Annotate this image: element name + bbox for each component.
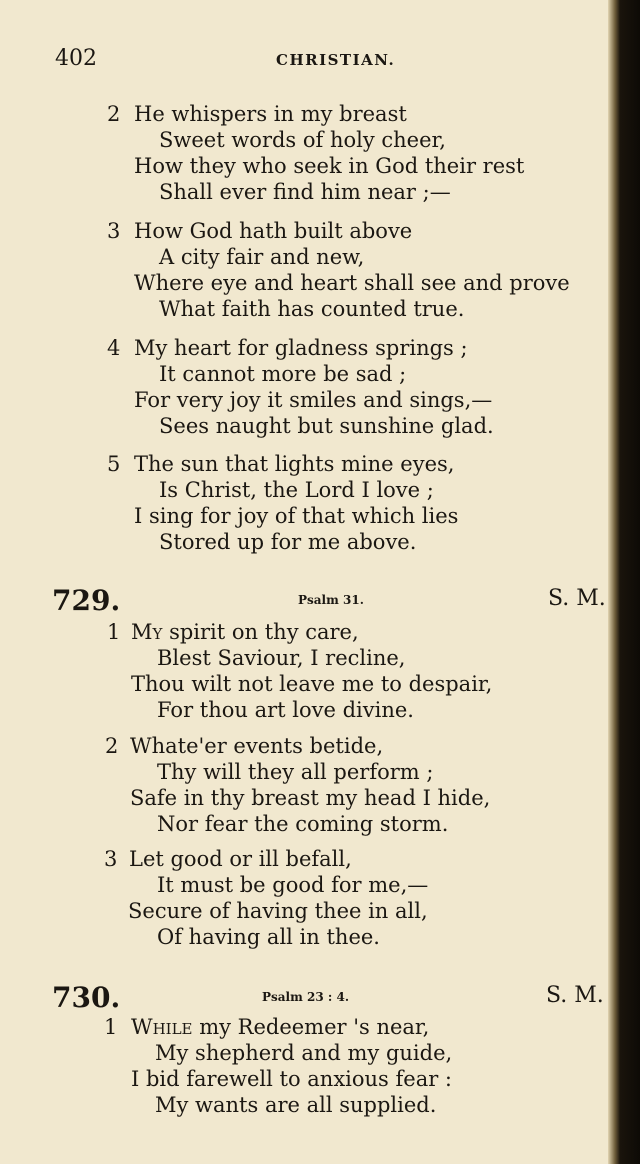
verse-line: Stored up for me above. (159, 530, 417, 554)
verse-line: For very joy it smiles and sings,— (134, 388, 493, 412)
first-word-small-caps: While (131, 1015, 193, 1039)
hymn-source: Psalm 23 : 4. (262, 990, 349, 1004)
verse-number: 4 (107, 336, 121, 360)
verse-line: I bid farewell to anxious fear : (131, 1067, 453, 1091)
hymn-meter: S. M. (546, 983, 604, 1008)
hymn-meter: S. M. (548, 586, 606, 611)
hymn-source: Psalm 31. (298, 593, 364, 607)
verse-line: It must be good for me,— (157, 873, 429, 897)
verse-line-rest: my Redeemer 's near, (192, 1015, 430, 1039)
page-edge-shadow (608, 0, 640, 1164)
verse-line: How God hath built above (134, 219, 413, 243)
verse-number: 1 (104, 1015, 118, 1039)
verse-line: Safe in thy breast my head I hide, (130, 786, 491, 810)
verse-line: For thou art love divine. (157, 698, 414, 722)
verse-number: 3 (107, 219, 121, 243)
verse-line: The sun that lights mine eyes, (134, 452, 455, 476)
verse-line: Secure of having thee in all, (128, 899, 428, 923)
verse-line-first (131, 619, 359, 645)
page-number: 402 (55, 46, 97, 71)
hymn-730-heading (0, 981, 610, 1015)
verse-number: 3 (104, 847, 118, 871)
hymn-number: 730. (52, 981, 121, 1014)
verse-line: What faith has counted true. (159, 297, 465, 321)
verse-number: 2 (105, 734, 119, 758)
first-word-small-caps: My (131, 620, 163, 644)
verse-line-rest: spirit on thy care, (162, 620, 359, 644)
verse-line: I sing for joy of that which lies (134, 504, 459, 528)
verse-line: Whate'er events betide, (130, 734, 384, 758)
verse-line-first (131, 1014, 429, 1040)
verse-line: Thy will they all perform ; (157, 760, 434, 784)
verse-number: 1 (107, 620, 121, 644)
verse-line: Is Christ, the Lord I love ; (159, 478, 434, 502)
verse-line: Where eye and heart shall see and prove (134, 271, 570, 295)
verse-line: Sweet words of holy cheer, (159, 128, 446, 152)
verse-line: My heart for gladness springs ; (134, 336, 468, 360)
verse-line: Nor fear the coming storm. (157, 812, 449, 836)
running-head: CHRISTIAN. (276, 51, 396, 69)
page-header (0, 46, 600, 80)
verse-line: My shepherd and my guide, (155, 1041, 453, 1065)
hymn-729-heading (0, 584, 610, 618)
verse-number: 5 (107, 452, 121, 476)
verse-line: How they who seek in God their rest (134, 154, 525, 178)
verse-line: Of having all in thee. (157, 925, 380, 949)
verse-number: 2 (107, 102, 121, 126)
hymn-number: 729. (52, 584, 121, 617)
verse-line: Thou wilt not leave me to despair, (131, 672, 493, 696)
verse-line: A city fair and new, (159, 245, 365, 269)
verse-line: Let good or ill befall, (129, 847, 352, 871)
verse-line: Shall ever find him near ;— (159, 180, 451, 204)
verse-line: Blest Saviour, I recline, (157, 646, 406, 670)
verse-line: It cannot more be sad ; (159, 362, 407, 386)
verse-line: He whispers in my breast (134, 102, 407, 126)
verse-line: My wants are all supplied. (155, 1093, 437, 1117)
verse-line: Sees naught but sunshine glad. (159, 414, 494, 438)
